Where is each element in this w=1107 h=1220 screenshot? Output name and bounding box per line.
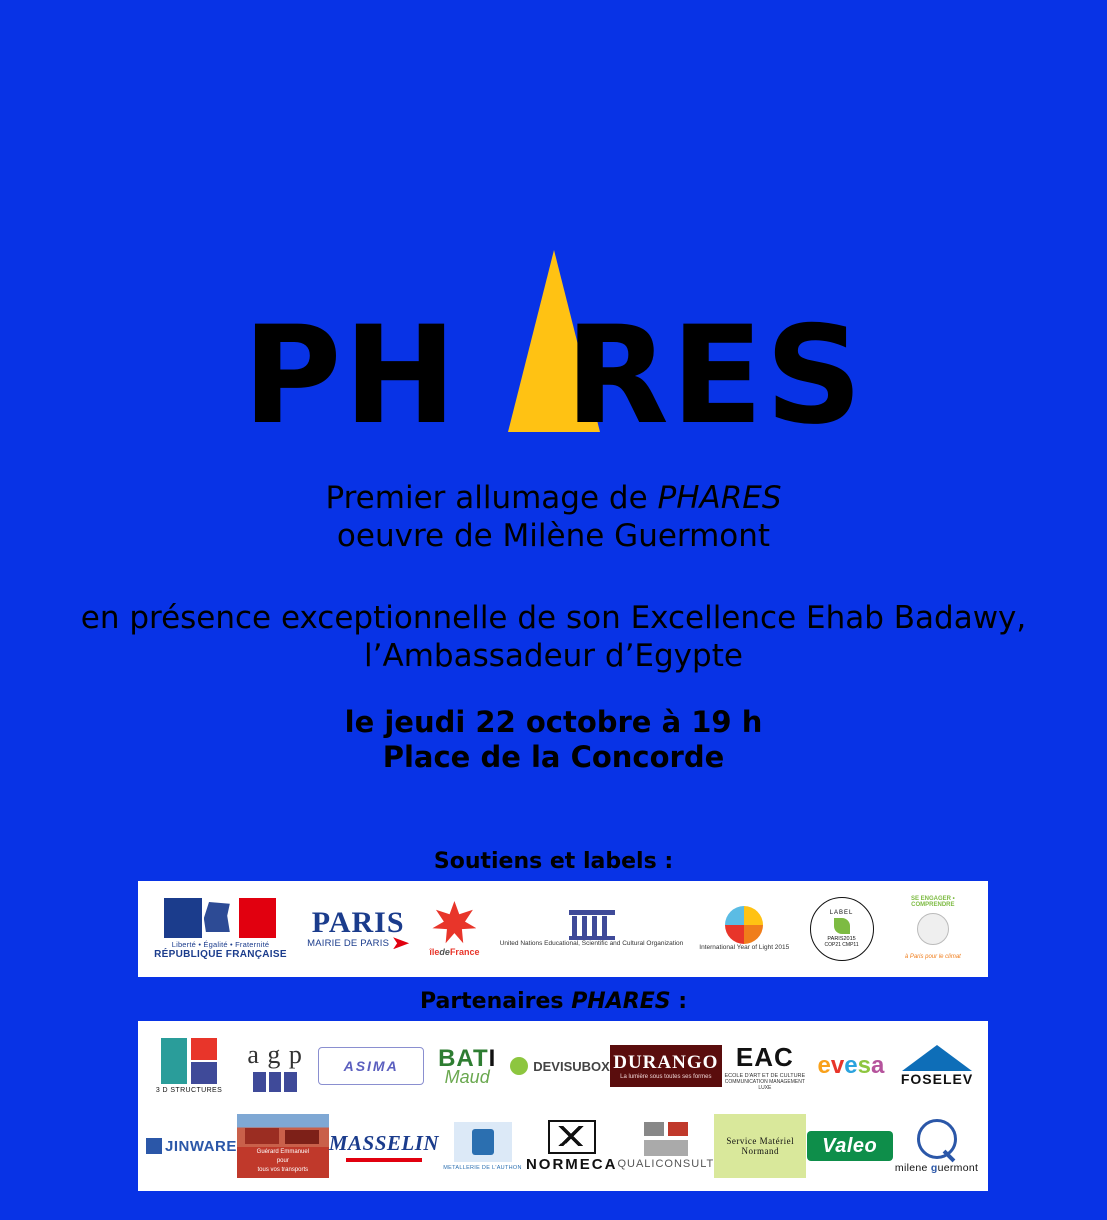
logo-evesa <box>808 1029 894 1103</box>
smn-label: Service Matériel Normand <box>726 1136 795 1156</box>
logo-foselev <box>894 1029 980 1103</box>
eac-sub-2: COMMUNICATION MANAGEMENT LUXE <box>724 1078 805 1091</box>
3d-structures-label: 3 D STRUCTURES <box>155 1087 223 1094</box>
logo-unesco-international-year-of-light <box>500 884 790 974</box>
idf-part-3: France <box>449 947 480 957</box>
jinware-label: JINWARE <box>165 1137 237 1155</box>
truck-icon-2 <box>285 1130 319 1144</box>
paris-wordmark: PARIS <box>311 905 405 939</box>
paris-subtitle: MAIRIE DE PARIS <box>307 937 390 949</box>
iyl-caption: International Year of Light 2015 <box>699 943 790 951</box>
valeo-label: Valeo <box>822 1134 878 1157</box>
logo-eac <box>722 1029 808 1103</box>
guerard-line-3: tous vos transports <box>257 1167 309 1173</box>
partenaires-title-part-3: : <box>670 989 688 1014</box>
valeo-plate-icon <box>807 1131 893 1161</box>
phares-wordmark-hidden-a <box>459 297 565 454</box>
logo-valeo <box>806 1109 893 1183</box>
leaf-icon <box>834 918 850 934</box>
logo-jinware <box>146 1109 237 1183</box>
3d-structures-mark-icon <box>161 1038 217 1084</box>
foselev-triangle-icon <box>902 1045 972 1071</box>
logo-ile-de-france <box>429 884 479 974</box>
phares-logo <box>0 250 1107 454</box>
logo-durango <box>610 1029 722 1103</box>
phares-wordmark-part-2: RES <box>565 297 865 454</box>
logo-devisubox <box>510 1029 610 1103</box>
guerard-line-1: Guérard Emmanuel <box>256 1149 310 1155</box>
logo-bati-maud <box>424 1029 510 1103</box>
masselin-label: MASSELIN <box>328 1130 440 1155</box>
event-guest-line-a: en présence exceptionnelle de son Excellence Ehab Badawy, <box>80 600 1027 636</box>
logo-masselin <box>329 1109 439 1183</box>
label-badge-line-1: PARIS2015 <box>827 936 856 942</box>
milene-guermont-label <box>895 1162 978 1174</box>
qualiconsult-label: QUALICONSULT <box>617 1158 715 1170</box>
milene-guermont-q-icon <box>917 1119 957 1159</box>
paris-subtitle-row <box>307 937 409 949</box>
label-badge-top: LABEL <box>829 910 854 916</box>
event-guest-line-b: l’Ambassadeur d’Egypte <box>364 637 743 674</box>
devisubox-label: DEVISUBOX <box>533 1058 610 1074</box>
normeca-label: NORMECA <box>525 1155 618 1173</box>
event-subtitle-work-title: PHARES <box>657 480 782 516</box>
logo-metallerie-de-lauthon <box>439 1109 526 1183</box>
unesco-group <box>500 906 790 952</box>
event-subtitle-line-b: oeuvre de Milène Guermont <box>336 517 771 554</box>
logo-3d-structures <box>146 1029 232 1103</box>
lauthon-mark-icon <box>454 1122 512 1162</box>
eac-sub-1: ECOLE D'ART ET DE CULTURE <box>724 1072 806 1079</box>
durango-plate <box>610 1045 722 1087</box>
bati-label-part-1: BAT <box>438 1044 489 1072</box>
soutiens-logo-panel <box>138 881 988 977</box>
event-subtitle-text: Premier allumage de <box>325 480 658 516</box>
mg-part-2: g <box>930 1161 938 1174</box>
bati-label-part-2: I <box>488 1044 497 1072</box>
durango-label: DURANGO <box>613 1052 719 1073</box>
logo-service-materiel-normand <box>714 1109 806 1183</box>
logo-normeca <box>526 1109 618 1183</box>
event-datetime: le jeudi 22 octobre à 19 h <box>344 705 763 739</box>
asima-label: ASIMA <box>343 1058 399 1074</box>
guerard-caption <box>237 1147 329 1178</box>
foselev-label: FOSELEV <box>900 1071 974 1087</box>
phares-wordmark-part-1: PH <box>242 297 459 454</box>
label-badge-icon <box>810 897 874 961</box>
logo-paris-pour-le-climat <box>894 884 972 974</box>
partenaires-title-part-1: Partenaires <box>419 989 572 1014</box>
asima-frame-icon <box>318 1047 424 1085</box>
label-badge-line-2: COP21 CMP11 <box>824 942 859 948</box>
partenaires-title-part-2: PHARES <box>571 989 671 1014</box>
lauthon-label: METALLERIE DE L'AUTHON <box>443 1164 522 1171</box>
paris-arrow-icon <box>393 937 409 949</box>
climate-badge-bottom-text: à Paris pour le climat <box>904 954 961 960</box>
smn-card <box>714 1114 806 1178</box>
french-flag-icon <box>164 898 276 938</box>
mg-part-1: milene <box>894 1161 931 1174</box>
logo-paris-mairie-de-paris <box>307 884 409 974</box>
idf-part-2: de <box>439 947 450 957</box>
sun-icon <box>725 906 763 944</box>
event-subtitle <box>0 480 1107 556</box>
logo-milene-guermont <box>893 1109 980 1183</box>
event-location: Place de la Concorde <box>382 740 725 775</box>
mg-part-3: uermont <box>937 1161 979 1174</box>
soutiens-section-title: Soutiens et labels : <box>433 849 674 874</box>
partenaires-row-2 <box>146 1107 980 1185</box>
agp-label: a g p <box>247 1040 303 1069</box>
partenaires-section-title <box>0 989 1107 1014</box>
event-guest-line <box>0 600 1107 676</box>
qualiconsult-mark-icon <box>644 1122 688 1156</box>
star-icon <box>432 901 476 945</box>
devisubox-dot-icon <box>510 1057 528 1075</box>
logo-agp <box>232 1029 318 1103</box>
climate-badge-top-text: SE ENGAGER • COMPRENDRE <box>910 896 955 908</box>
truck-icon <box>245 1128 279 1144</box>
jinware-square-icon <box>146 1138 162 1154</box>
unesco-caption: United Nations Educational, Scientific and Cultural Organization <box>499 939 684 947</box>
unesco-temple-icon <box>569 910 615 940</box>
normeca-mark-icon <box>548 1120 596 1154</box>
eac-label: EAC <box>735 1041 794 1072</box>
event-datetime-location <box>0 705 1107 776</box>
evesa-label: evesa <box>817 1052 885 1079</box>
masselin-underline-icon <box>346 1158 422 1162</box>
logo-republique-francaise <box>154 884 287 974</box>
logo-guerard-emmanuel <box>237 1109 329 1183</box>
rf-name: RÉPUBLIQUE FRANÇAISE <box>154 949 287 960</box>
logo-qualiconsult <box>617 1109 714 1183</box>
idf-part-1: île <box>429 947 440 957</box>
partenaires-row-1 <box>146 1027 980 1105</box>
phares-wordmark <box>0 297 1107 454</box>
climate-badge-figure-icon <box>917 913 949 945</box>
rf-motto: Liberté • Égalité • Fraternité <box>171 940 270 949</box>
event-subtitle-line-a <box>0 480 1107 518</box>
guerard-card <box>237 1114 329 1178</box>
partenaires-logo-panel <box>138 1021 988 1191</box>
ile-de-france-caption <box>429 947 479 957</box>
logo-label-paris-2015-cop21 <box>810 884 874 974</box>
durango-tagline: La lumière sous toutes ses formes <box>620 1074 712 1080</box>
guerard-line-2: pour <box>276 1158 289 1164</box>
maud-label: Maud <box>444 1066 490 1087</box>
agp-squares-icon <box>253 1072 297 1092</box>
logo-asima <box>318 1029 424 1103</box>
climate-badge-icon <box>894 890 972 968</box>
